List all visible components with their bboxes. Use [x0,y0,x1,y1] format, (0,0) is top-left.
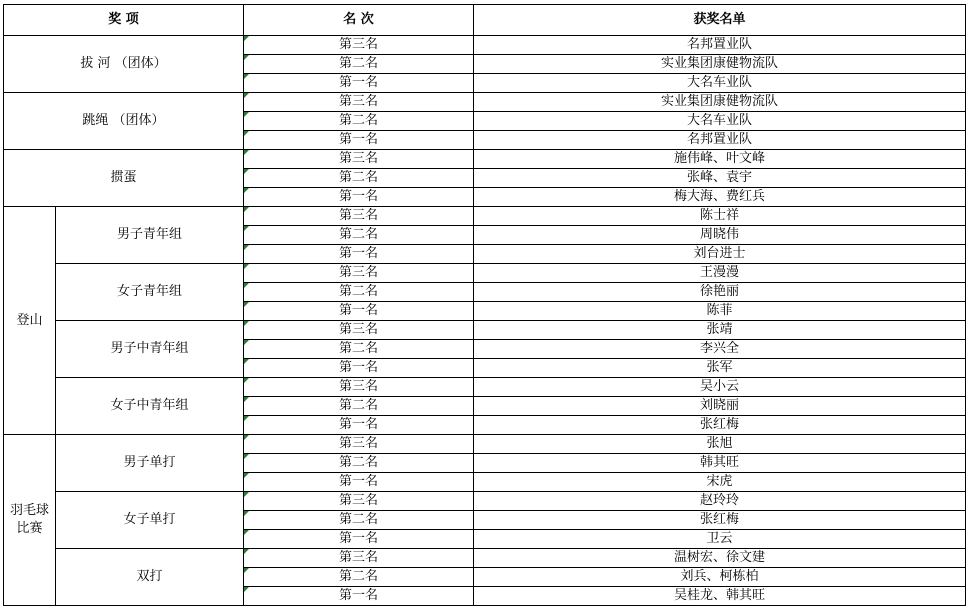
header-winners[interactable]: 获奖名单 [474,5,966,36]
winner-cell[interactable]: 施伟峰、叶文峰 [474,150,966,169]
winner-cell[interactable]: 名邦置业队 [474,131,966,150]
category-tug-of-war[interactable]: 拔 河 （团体） [4,36,244,93]
table-row [4,435,966,454]
winner-cell[interactable]: 刘台进士 [474,245,966,264]
winner-cell[interactable]: 大名车业队 [474,112,966,131]
rank-cell[interactable]: 第二名 [244,568,474,587]
winner-cell[interactable]: 张军 [474,359,966,378]
winner-cell[interactable]: 大名车业队 [474,74,966,93]
rank-cell[interactable]: 第二名 [244,340,474,359]
header-row [4,5,966,36]
category-climbing[interactable]: 登山 [4,207,56,435]
rank-cell[interactable]: 第二名 [244,226,474,245]
rank-cell[interactable]: 第三名 [244,36,474,55]
rank-cell[interactable]: 第一名 [244,302,474,321]
group-cell[interactable]: 女子中青年组 [56,378,244,435]
rank-cell[interactable]: 第三名 [244,549,474,568]
rank-cell[interactable]: 第一名 [244,188,474,207]
table-row [4,321,966,340]
table-row [4,150,966,169]
group-cell[interactable]: 男子中青年组 [56,321,244,378]
winner-cell[interactable]: 陈士祥 [474,207,966,226]
group-cell[interactable]: 男子青年组 [56,207,244,264]
awards-table [3,4,966,606]
rank-cell[interactable]: 第二名 [244,169,474,188]
category-guandan[interactable]: 掼蛋 [4,150,244,207]
group-cell[interactable]: 男子单打 [56,435,244,492]
group-cell[interactable]: 女子青年组 [56,264,244,321]
rank-cell[interactable]: 第三名 [244,492,474,511]
category-badminton-line2: 比赛 [16,521,43,536]
rank-cell[interactable]: 第三名 [244,264,474,283]
category-jump-rope[interactable]: 跳绳 （团体） [4,93,244,150]
rank-cell[interactable]: 第一名 [244,131,474,150]
winner-cell[interactable]: 刘兵、柯栋柏 [474,568,966,587]
rank-cell[interactable]: 第二名 [244,55,474,74]
rank-cell[interactable]: 第二名 [244,283,474,302]
table-row [4,549,966,568]
winner-cell[interactable]: 吴小云 [474,378,966,397]
winner-cell[interactable]: 名邦置业队 [474,36,966,55]
rank-cell[interactable]: 第三名 [244,378,474,397]
winner-cell[interactable]: 温树宏、徐文建 [474,549,966,568]
winner-cell[interactable]: 梅大海、费红兵 [474,188,966,207]
rank-cell[interactable]: 第一名 [244,416,474,435]
table-row [4,492,966,511]
table-row [4,93,966,112]
winner-cell[interactable]: 张旭 [474,435,966,454]
rank-cell[interactable]: 第一名 [244,245,474,264]
table-row [4,207,966,226]
category-badminton-label [10,502,49,538]
winner-cell[interactable]: 赵玲玲 [474,492,966,511]
winner-cell[interactable]: 吴桂龙、韩其旺 [474,587,966,606]
winner-cell[interactable]: 实业集团康健物流队 [474,93,966,112]
rank-cell[interactable]: 第三名 [244,93,474,112]
winner-cell[interactable]: 宋虎 [474,473,966,492]
winner-cell[interactable]: 张峰、袁宇 [474,169,966,188]
winner-cell[interactable]: 张红梅 [474,511,966,530]
winner-cell[interactable]: 周晓伟 [474,226,966,245]
rank-cell[interactable]: 第一名 [244,74,474,93]
rank-cell[interactable]: 第三名 [244,207,474,226]
winner-cell[interactable]: 韩其旺 [474,454,966,473]
winner-cell[interactable]: 李兴全 [474,340,966,359]
header-rank[interactable]: 名 次 [244,5,474,36]
rank-cell[interactable]: 第二名 [244,112,474,131]
winner-cell[interactable]: 卫云 [474,530,966,549]
winner-cell[interactable]: 张红梅 [474,416,966,435]
category-badminton[interactable] [4,435,56,606]
group-cell[interactable]: 双打 [56,549,244,606]
rank-cell[interactable]: 第三名 [244,435,474,454]
rank-cell[interactable]: 第二名 [244,397,474,416]
rank-cell[interactable]: 第一名 [244,587,474,606]
rank-cell[interactable]: 第三名 [244,321,474,340]
rank-cell[interactable]: 第二名 [244,511,474,530]
winner-cell[interactable]: 徐艳丽 [474,283,966,302]
table-row [4,264,966,283]
group-cell[interactable]: 女子单打 [56,492,244,549]
rank-cell[interactable]: 第一名 [244,359,474,378]
table-row [4,378,966,397]
winner-cell[interactable]: 张靖 [474,321,966,340]
rank-cell[interactable]: 第三名 [244,150,474,169]
winner-cell[interactable]: 实业集团康健物流队 [474,55,966,74]
winner-cell[interactable]: 刘晓丽 [474,397,966,416]
category-badminton-line1: 羽毛球 [9,503,49,518]
rank-cell[interactable]: 第一名 [244,530,474,549]
rank-cell[interactable]: 第一名 [244,473,474,492]
winner-cell[interactable]: 王漫漫 [474,264,966,283]
header-item[interactable]: 奖 项 [4,5,244,36]
winner-cell[interactable]: 陈菲 [474,302,966,321]
rank-cell[interactable]: 第二名 [244,454,474,473]
table-row [4,36,966,55]
